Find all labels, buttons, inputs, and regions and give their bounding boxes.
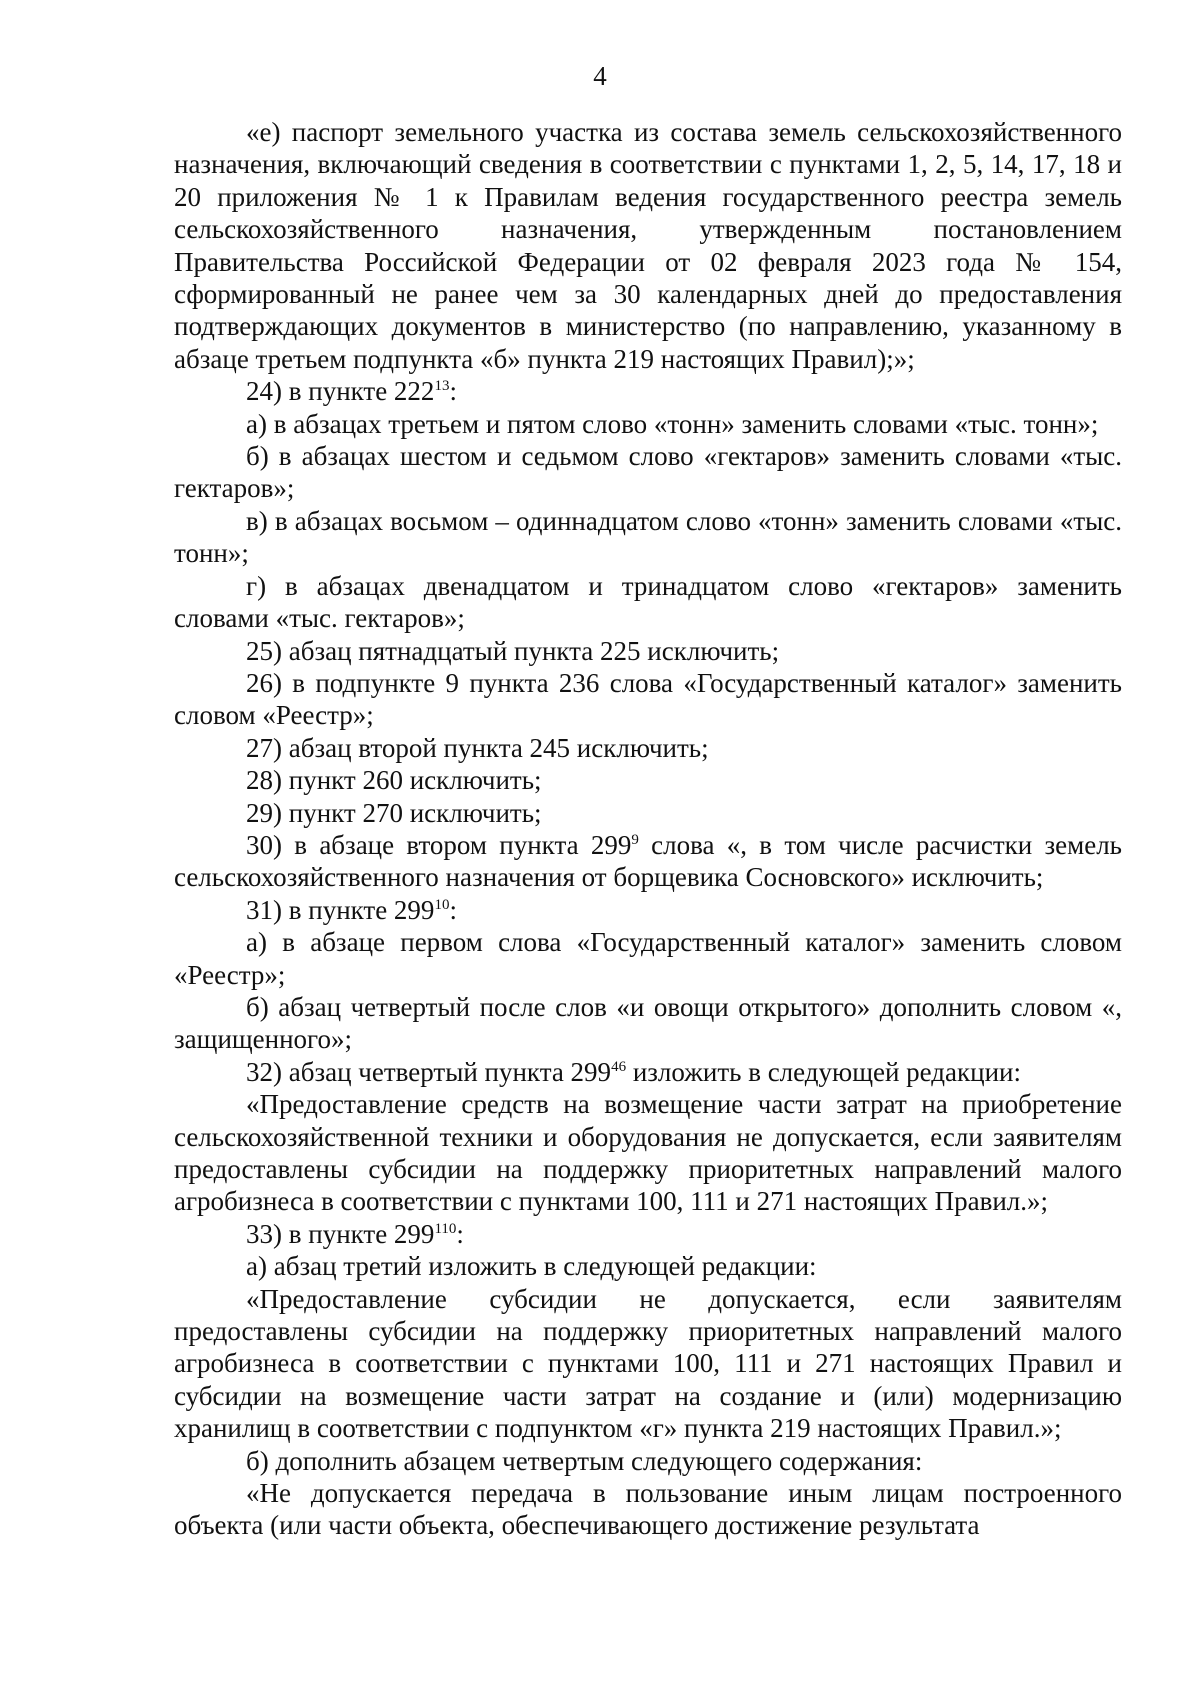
page-number: 4 (593, 61, 607, 91)
paragraph: 27) абзац второй пункта 245 исключить; (246, 732, 709, 763)
paragraph: а) в абзацах третьем и пятом слово «тонн» заменить словами «тыс. тонн»; (246, 408, 1099, 439)
paragraph-text: 24) в пункте 222 (246, 376, 435, 407)
paragraph-text: : (449, 894, 457, 925)
paragraph: «Предоставление субсидии не допускается, если заявителям предоставлены субсидии на поддержку приоритетных направлений малого агробизнеса в соответствии с пунктами 100, 111 и 271 настоящих Правил и субсидии на возмещение части затрат на создание и (или) модернизацию хранилищ в соответствии с подпунктом «г» пункта 219 настоящих Правил.»; (174, 1283, 1122, 1444)
paragraph: 29) пункт 270 исключить; (246, 797, 542, 828)
paragraph: 26) в подпункте 9 пункта 236 слова «Государственный каталог» заменить словом «Реестр»; (174, 667, 1122, 731)
paragraph-text: изложить в следующей редакции: (626, 1056, 1021, 1087)
paragraph: 25) абзац пятнадцатый пункта 225 исключить; (246, 635, 780, 666)
paragraph-text: 30) в абзаце втором пункта 299 (246, 829, 632, 860)
paragraph (174, 829, 1122, 894)
paragraph: «Не допускается передача в пользование иным лицам построенного объекта (или части объекта, обеспечивающего достижение результата (174, 1478, 1122, 1541)
paragraph: «е) паспорт земельного участка из состава земель сельскохозяйственного назначения, включающий сведения в соответствии с пунктами 1, 2, 5, 14, 17, 18 и 20 приложения № 1 к Правилам ведения государственного реестра земель сельскохозяйственного назначения, утвержденным постановлением Правительства Российской Федерации от 02 февраля 2023 года № 154, сформированный не ранее чем за 30 календарных дней до предоставления подтверждающих документов в министерство (по направлению, указанному в абзаце третьем подпункта «б» пункта 219 настоящих Правил);»; (174, 117, 1122, 374)
paragraph-text: 31) в пункте 299 (246, 894, 435, 925)
superscript-index: 9 (631, 831, 639, 848)
paragraph: г) в абзацах двенадцатом и тринадцатом слово «гектаров» заменить словами «тыс. гектаров»; (174, 570, 1122, 634)
paragraph (174, 1056, 1122, 1088)
paragraph (174, 1218, 1122, 1250)
paragraph-text: слова «, в том числе расчистки земель сельскохозяйственного назначения от борщевика Сосновского» исключить; (174, 829, 1122, 893)
paragraph: 28) пункт 260 исключить; (246, 765, 542, 796)
paragraph: а) абзац третий изложить в следующей редакции: (246, 1251, 817, 1282)
paragraph: в) в абзацах восьмом – одиннадцатом слово «тонн» заменить словами «тыс. тонн»; (174, 505, 1122, 569)
superscript-index: 10 (434, 896, 450, 913)
paragraph-text: : (456, 1218, 464, 1249)
paragraph: а) в абзаце первом слова «Государственный каталог» заменить словом «Реестр»; (174, 927, 1122, 990)
paragraph (174, 894, 1122, 926)
paragraph-text: : (449, 376, 457, 407)
paragraph: б) абзац четвертый после слов «и овощи открытого» дополнить словом «, защищенного»; (174, 991, 1122, 1055)
paragraph: «Предоставление средств на возмещение части затрат на приобретение сельскохозяйственной техники и оборудования не допускается, если заявителям предоставлены субсидии на поддержку приоритетных направлений малого агробизнеса в соответствии с пунктами 100, 111 и 271 настоящих Правил.»; (174, 1089, 1122, 1217)
superscript-index: 110 (434, 1220, 457, 1237)
superscript-index: 46 (611, 1058, 627, 1075)
superscript-index: 13 (434, 378, 450, 395)
paragraph: б) в абзацах шестом и седьмом слово «гектаров» заменить словами «тыс. гектаров»; (174, 441, 1122, 504)
paragraph-text: 32) абзац четвертый пункта 299 (246, 1056, 612, 1087)
document-body (174, 116, 1122, 1542)
paragraph: б) дополнить абзацем четвертым следующего содержания: (246, 1445, 923, 1476)
paragraph (174, 375, 1122, 407)
paragraph-text: 33) в пункте 299 (246, 1218, 435, 1249)
